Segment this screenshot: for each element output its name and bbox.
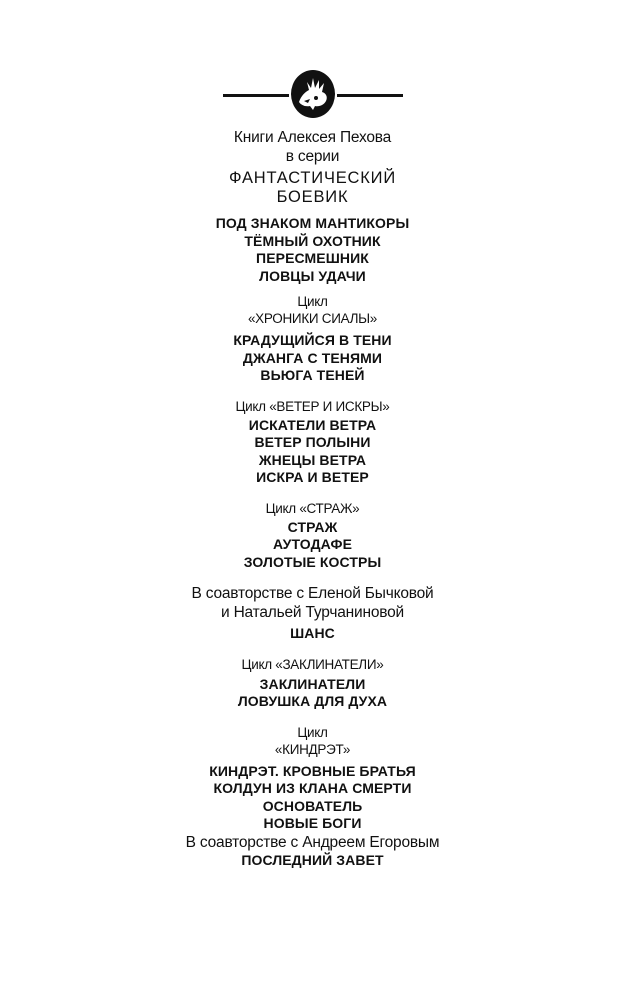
coauthor-line: В соавторстве с Андреем Егоровым	[185, 833, 440, 851]
coauthor-line: и Натальей Турчаниновой	[221, 604, 404, 621]
book-title: ВЕТЕР ПОЛЫНИ	[254, 434, 371, 450]
book-title: ЗАКЛИНАТЕЛИ	[259, 675, 366, 692]
cycle-spellcasters	[0, 656, 625, 711]
book-title: ДЖАНГА С ТЕНЯМИ	[242, 349, 383, 366]
book-title: АУТОДАФЕ	[272, 536, 353, 552]
book-list	[0, 128, 625, 869]
book-title: ПОД ЗНАКОМ МАНТИКОРЫ	[215, 215, 410, 231]
book-title: КИНДРЭТ. КРОВНЫЕ БРАТЬЯ	[209, 762, 416, 779]
book-title: ПОСЛЕДНИЙ ЗАВЕТ	[241, 851, 384, 868]
intro-line-1: Книги Алексея Пехова	[233, 129, 392, 146]
book-title: ВЬЮГА ТЕНЕЙ	[260, 367, 365, 383]
book-title: ПЕРЕСМЕШНИК	[256, 250, 369, 266]
cycle-label: Цикл «ЗАКЛИНАТЕЛИ»	[241, 656, 384, 672]
book-title: ЛОВУШКА ДЛЯ ДУХА	[237, 693, 388, 709]
book-title: КРАДУЩИЙСЯ В ТЕНИ	[233, 332, 392, 348]
cycle-guard	[0, 500, 625, 572]
publisher-emblem	[223, 64, 403, 124]
cycle-name: «КИНДРЭТ»	[274, 741, 351, 757]
book-title: ТЁМНЫЙ ОХОТНИК	[244, 232, 381, 249]
cycle-name: «ХРОНИКИ СИАЛЫ»	[247, 311, 378, 326]
coauthor-line: В соавторстве с Еленой Бычковой	[191, 585, 434, 602]
cycle-kindret	[0, 724, 625, 833]
coauthor-block-2	[0, 833, 625, 870]
book-title: КОЛДУН ИЗ КЛАНА СМЕРТИ	[213, 780, 412, 796]
coauthor-block-1	[0, 584, 625, 643]
publisher-logo-icon	[289, 68, 337, 120]
book-title: ИСКАТЕЛИ ВЕТРА	[248, 416, 377, 433]
cycle-label: Цикл	[297, 724, 328, 740]
book-title: ЛОВЦЫ УДАЧИ	[259, 267, 366, 284]
standalone-titles	[0, 215, 625, 285]
book-title: СТРАЖ	[287, 518, 338, 535]
series-name	[0, 169, 625, 207]
series-line-2: БОЕВИК	[276, 188, 349, 206]
series-line-1: ФАНТАСТИЧЕСКИЙ	[228, 169, 397, 187]
emblem-rule-left	[223, 94, 289, 97]
emblem-rule-right	[337, 94, 403, 97]
book-title: ЖНЕЦЫ ВЕТРА	[258, 451, 367, 468]
book-title: ИСКРА И ВЕТЕР	[256, 469, 369, 485]
intro-line-2: в серии	[285, 148, 340, 165]
book-title: НОВЫЕ БОГИ	[263, 815, 362, 831]
cycle-wind	[0, 398, 625, 487]
book-title: ШАНС	[290, 625, 335, 641]
cycle-label: Цикл	[297, 294, 328, 309]
book-title: ЗОЛОТЫЕ КОСТРЫ	[243, 553, 382, 570]
cycle-label: Цикл «СТРАЖ»	[265, 500, 360, 516]
cycle-label: Цикл «ВЕТЕР И ИСКРЫ»	[235, 398, 390, 414]
cycle-sial	[0, 293, 625, 385]
book-title: ОСНОВАТЕЛЬ	[262, 797, 363, 814]
